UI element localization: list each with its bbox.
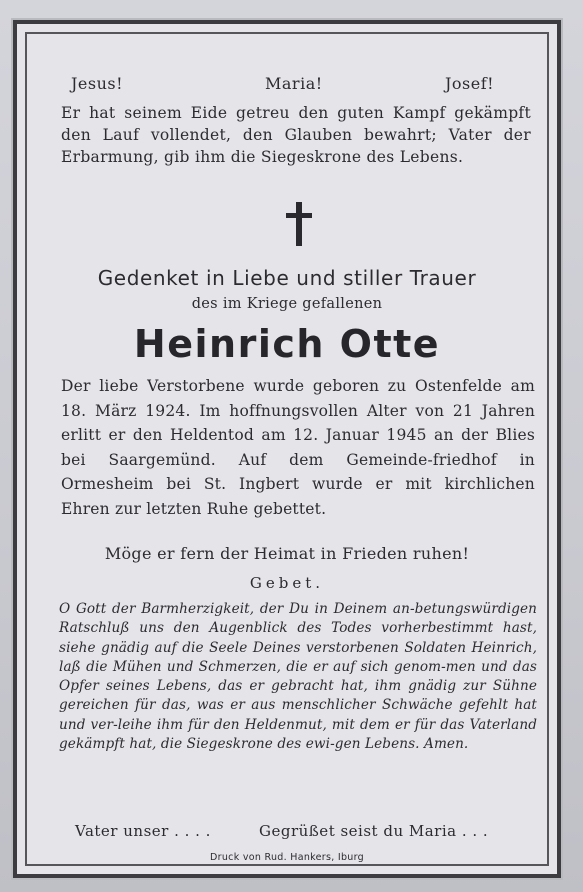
name-josef: Josef! — [445, 74, 495, 93]
name-jesus: Jesus! — [71, 74, 124, 93]
holy-names-row — [27, 74, 547, 98]
closing-our-father: Vater unser . . . . — [75, 822, 211, 840]
card-content — [27, 34, 547, 864]
printer-credit: Druck von Rud. Hankers, Iburg — [210, 852, 364, 863]
cross-icon — [285, 202, 313, 246]
wish-text: Möge er fern der Heimat in Frieden ruhen! — [104, 544, 470, 563]
deceased-name: Heinrich Otte — [133, 322, 441, 366]
heading: Gedenket in Liebe und stiller Trauer — [97, 266, 477, 290]
memorial-card — [13, 20, 561, 878]
motto-text: Er hat seinem Eide getreu den guten Kampf gekämpft den Lauf vollendet, den Glauben bewahrt; Vater der Erbarmung, gib ihm die Siegeskrone des Lebens. — [61, 104, 531, 166]
card-inner-border — [25, 32, 549, 866]
subheading: des im Kriege gefallenen — [191, 296, 383, 312]
prayer-text: O Gott der Barmherzigkeit, der Du in Deinem an-betungswürdigen Ratschluß uns den Augenblick des Todes vorherbestimmt hast, siehe gnädig auf die Seele Deines verstorbenen Soldaten Heinrich, laß die Mühen und Schmerzen, die er auf sich genom-men und das Opfer seines Lebens, das er gebracht hat, ihm gnädig zur Sühne gereichen für das, was er aus menschlicher Schwäche gefehlt hat und ver-leihe ihm für den Heldenmut, mit dem er für das Vaterland gekämpft hat, die Siegeskrone des ewi-gen Lebens. Amen. — [59, 601, 537, 753]
biography-text: Der liebe Verstorbene wurde geboren zu Ostenfelde am 18. März 1924. Im hoffnungsvollen Alter von 21 Jahren erlitt er den Heldentod am 12. Januar 1945 an der Blies bei Saargemünd. Auf dem Gemeinde-friedhof in Ormesheim bei St. Ingbert wurde er mit kirchlichen Ehren zur letzten Ruhe gebettet. — [61, 377, 535, 518]
prayer-title: Gebet. — [249, 574, 325, 592]
closing-row — [27, 822, 547, 844]
closing-hail-mary: Gegrüßet seist du Maria . . . — [259, 822, 489, 840]
name-maria: Maria! — [265, 74, 323, 93]
